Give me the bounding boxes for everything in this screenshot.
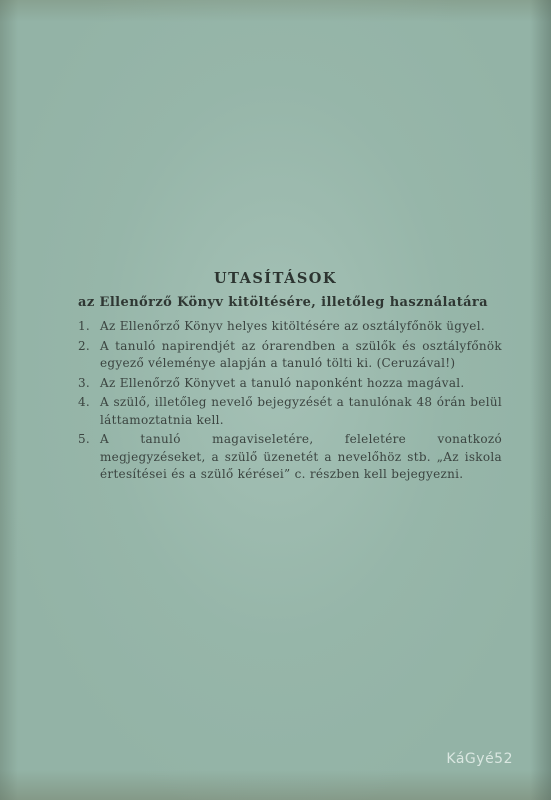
- list-item: [78, 338, 502, 373]
- list-item: [78, 394, 502, 429]
- list-item: [78, 431, 502, 484]
- list-item-number: 5.: [78, 432, 91, 446]
- list-item-text: A tanuló napirendjét az órarendben a szülők és osztályfőnök egyező véleménye alapján a tanuló tölti ki. (Ceruzával!): [100, 338, 502, 370]
- list-item-number: 1.: [78, 319, 91, 333]
- list-item-text: Az Ellenőrző Könyvet a tanuló naponként hozza magával.: [100, 375, 465, 390]
- list-item-text: A tanuló magaviseletére, feleletére vonatkozó megjegyzéseket, a szülő üzenetét a nevelőhöz stb. „Az iskola értesítései és a szülő kérései” c. részben kell bejegyezni.: [100, 432, 502, 481]
- list-item: [78, 318, 502, 336]
- document-subtitle: az Ellenőrző Könyv kitöltésére, illetőleg használatára: [78, 295, 489, 310]
- watermark: KáGyé52: [446, 751, 513, 767]
- list-item-text: A szülő, illetőleg nevelő bejegyzését a tanulónak 48 órán belül láttamoztatnia kell.: [100, 395, 502, 427]
- list-item: [78, 375, 502, 393]
- list-item-number: 4.: [78, 395, 91, 409]
- document-title: UTASÍTÁSOK: [213, 270, 338, 287]
- list-item-text: Az Ellenőrző Könyv helyes kitöltésére az osztályfőnök ügyel.: [100, 319, 485, 333]
- instruction-list: [78, 318, 502, 486]
- list-item-number: 3.: [78, 375, 91, 390]
- list-item-number: 2.: [78, 338, 91, 353]
